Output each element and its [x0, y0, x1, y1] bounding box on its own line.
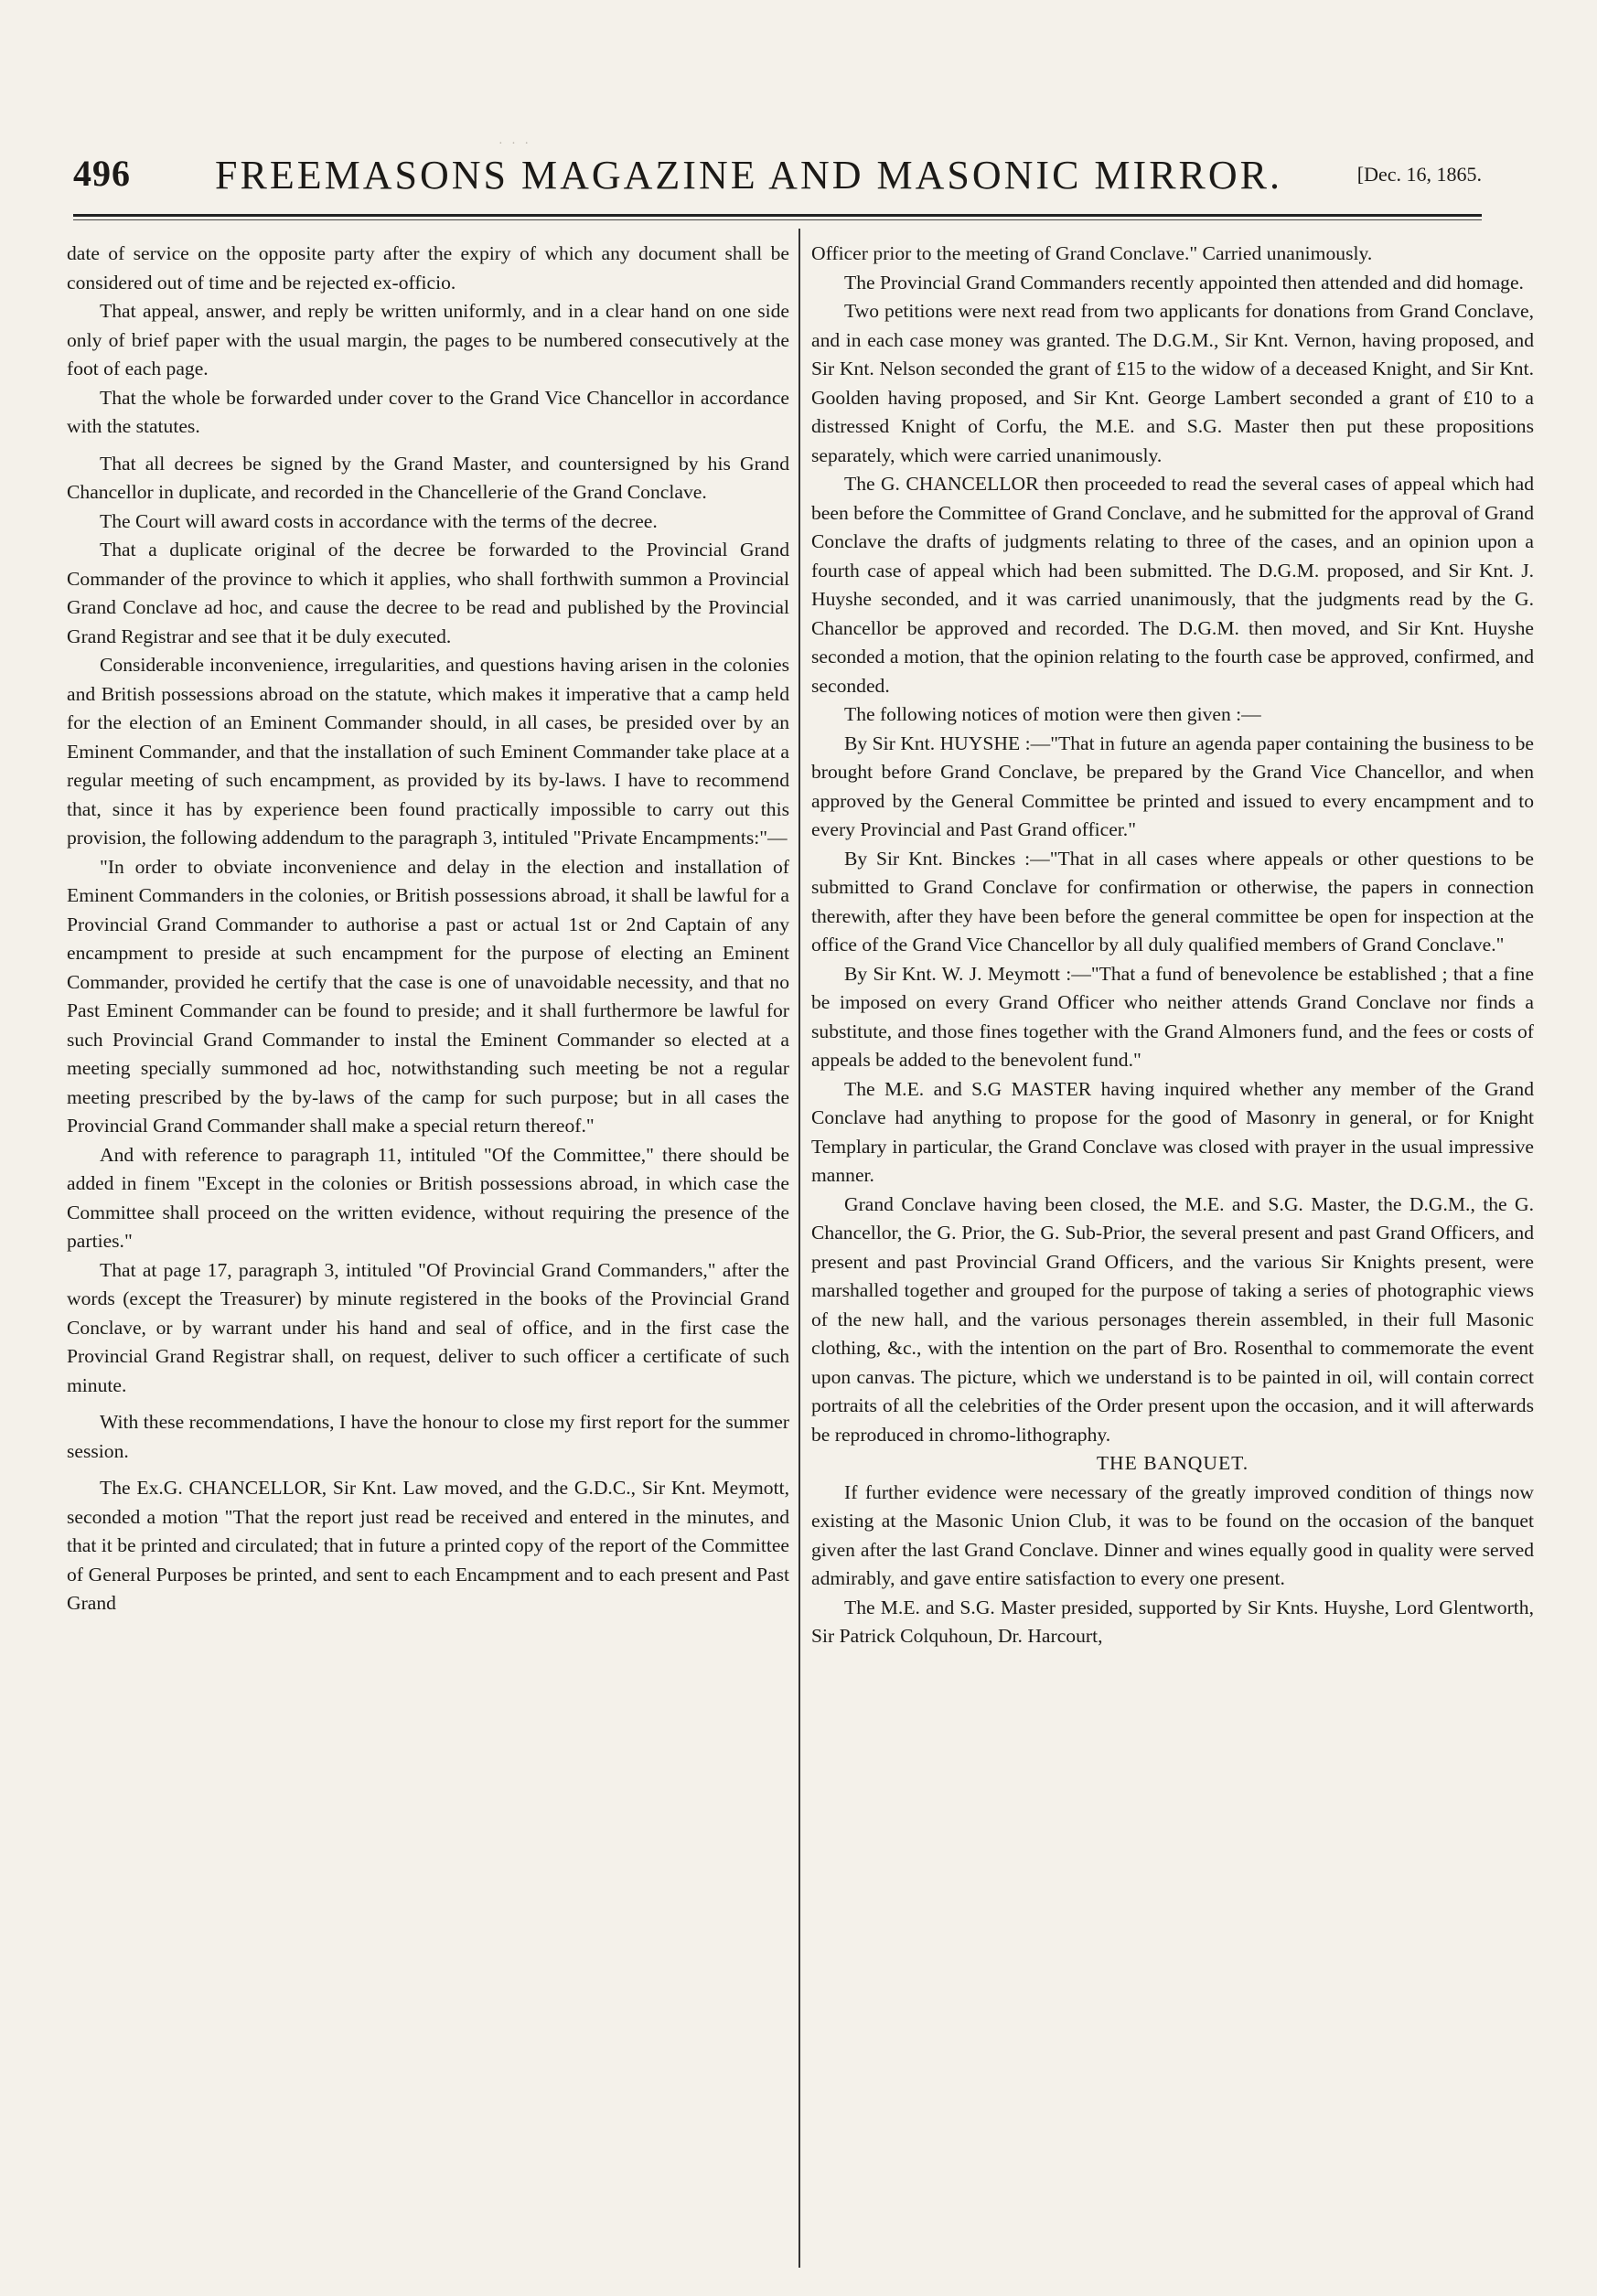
page-number: 496	[73, 153, 131, 194]
section-heading-banquet: THE BANQUET.	[1096, 1452, 1249, 1474]
paragraph: Officer prior to the meeting of Grand Conclave." Carried unanimously.	[811, 242, 1373, 264]
paragraph: The Court will award costs in accordance with the terms of the decree.	[100, 509, 658, 532]
motion-meymott: By Sir Knt. W. J. Meymott :—"That a fund of benevolence be established ; that a fine be imposed on every Grand Officer who neither attends Grand Conclave nor finds a substitute, and those fines together with the Grand Almoners fund, and the fees or costs of appeals be added to the benevolent fund."	[811, 962, 1534, 1071]
column-divider	[798, 229, 800, 2268]
paragraph: And with reference to paragraph 11, intituled "Of the Committee," there should be added in finem "Except in the colonies or British possessions abroad, in which case the Committee shall proceed on the written evidence, without requiring the presence of the parties."	[67, 1143, 789, 1252]
paragraph: The following notices of motion were then given :—	[844, 703, 1261, 725]
paragraph: Grand Conclave having been closed, the M.E. and S.G. Master, the D.G.M., the G. Chancellor, the G. Prior, the G. Sub-Prior, the several present and past Grand Officers, and present and past Provincial Grand Officers, and the various Sir Knights present, were marshalled together and grouped for the purpose of taking a series of photographic views of the new hall, and the various personages therein assembled, in their full Masonic clothing, &c., with the intention on the part of Bro. Rosenthal to commemorate the event upon canvas. The picture, which we understand is to be painted in oil, will contain correct portraits of all the celebrities of the Order present upon the occasion, and it will afterwards be reproduced in chromo-lithography.	[811, 1192, 1534, 1446]
paragraph: Considerable inconvenience, irregularities, and questions having arisen in the colonies and British possessions abroad on the statute, which makes it imperative that a camp held for the election of an Eminent Commander should, in all cases, be presided over by an Eminent Commander, and that the installation of such Eminent Commander take place at a regular meeting of such encampment, as provided by its by-laws. I have to recommend that, since it has by experience been found practically impossible to carry out this provision, the following addendum to the paragraph 3, intituled "Private Encampments:"—	[67, 654, 789, 849]
paragraph: The M.E. and S.G MASTER having inquired whether any member of the Grand Conclave had anything to propose for the good of Masonry in general, or for Knight Templary in particular, the Grand Conclave was closed with prayer in the usual impressive manner.	[811, 1077, 1534, 1186]
paragraph: The Provincial Grand Commanders recently appointed then attended and did homage.	[844, 271, 1524, 294]
quoted-addendum: "In order to obviate inconvenience and delay in the election and installation of Eminent Commanders in the colonies, or British possessions abroad, it shall be lawful for a Provincial Grand Commander to authorise a past or actual 1st or 2nd Captain of any encampment to preside at such encampment for the purpose of electing an Eminent Commander, provided he certify that the case is one of unavoidable necessity, and that no Past Eminent Commander can be found to preside; and it shall furthermore be lawful for such Provincial Grand Commander to instal the Eminent Commander so elected at a meeting specially summoned ad hoc, notwithstanding such meeting be not a regular meeting prescribed by the by-laws of the camp for such purpose; but in all cases the Provincial Grand Commander shall make a special return thereof."	[67, 855, 789, 1137]
paragraph: Two petitions were next read from two applicants for donations from Grand Conclave, and in each case money was granted. The D.G.M., Sir Knt. Vernon, having proposed, and Sir Knt. Nelson seconded the grant of £15 to the widow of a deceased Knight, and Sir Knt. Goolden having proposed, and Sir Knt. George Lambert seconded a grant of £10 to a distressed Knight of Corfu, the M.E. and S.G. Master then put these propositions separately, which were carried unanimously.	[811, 300, 1534, 466]
paragraph: date of service on the opposite party after the expiry of which any document shall be considered out of time and be rejected ex-officio.	[67, 242, 789, 294]
paragraph: That the whole be forwarded under cover to the Grand Vice Chancellor in accordance with the statutes.	[67, 386, 789, 437]
issue-date: [Dec. 16, 1865.	[1356, 163, 1482, 186]
paragraph: That all decrees be signed by the Grand Master, and countersigned by his Grand Chancellor in duplicate, and recorded in the Chancellerie of the Grand Conclave.	[67, 452, 789, 503]
ink-smudge: · · ·	[498, 137, 531, 151]
paragraph: That appeal, answer, and reply be written uniformly, and in a clear hand on one side only of brief paper with the usual margin, the pages to be numbered consecutively at the foot of each page.	[67, 300, 789, 379]
paragraph: The G. CHANCELLOR then proceeded to read the several cases of appeal which had been before the Committee of Grand Conclave, and he submitted for the approval of Grand Conclave the drafts of judgments relating to three of the cases, and an opinion upon a fourth case of appeal which had been submitted. The D.G.M. proposed, and Sir Knt. J. Huyshe seconded, and it was carried unanimously, that the judgments read by the G. Chancellor be approved and recorded. The D.G.M. then moved, and Sir Knt. Huyshe seconded a motion, that the opinion relating to the fourth case be approved, confirmed, and seconded.	[811, 473, 1534, 697]
paragraph: That a duplicate original of the decree be forwarded to the Provincial Grand Commander of the province to which it applies, who shall forthwith summon a Provincial Grand Conclave ad hoc, and cause the decree to be read and published by the Provincial Grand Registrar and see that it be duly executed.	[67, 539, 789, 647]
paragraph: The M.E. and S.G. Master presided, supported by Sir Knts. Huyshe, Lord Glentworth, Sir Patrick Colquhoun, Dr. Harcourt,	[811, 1596, 1534, 1647]
header-rule-thin	[73, 219, 1482, 220]
paragraph: If further evidence were necessary of the greatly improved condition of things now existing at the Masonic Union Club, it was to be found on the occasion of the banquet given after the last Grand Conclave. Dinner and wines equally good in quality were served admirably, and gave entire satisfaction to every one present.	[811, 1480, 1534, 1589]
left-column	[67, 240, 789, 1618]
motion-binckes: By Sir Knt. Binckes :—"That in all cases where appeals or other questions to be submitted to Grand Conclave for confirmation or otherwise, the papers in connection therewith, after they have been before the general committee be open for inspection at the office of the Grand Vice Chancellor by all duly qualified members of Grand Conclave."	[811, 847, 1534, 956]
motion-huyshe: By Sir Knt. HUYSHE :—"That in future an agenda paper containing the business to be brought before Grand Conclave, be prepared by the Grand Vice Chancellor, and when approved by the General Committee be printed and issued to every encampment and to every Provincial and Past Grand officer."	[811, 732, 1534, 840]
masthead-title: FREEMASONS MAGAZINE AND MASONIC MIRROR.	[215, 153, 1283, 198]
header-rule	[73, 214, 1482, 217]
paragraph: With these recommendations, I have the honour to close my first report for the summer session.	[67, 1411, 789, 1462]
paragraph: The Ex.G. CHANCELLOR, Sir Knt. Law moved, and the G.D.C., Sir Knt. Meymott, seconded a motion "That the report just read be received and entered in the minutes, and that it be printed and circulated; that in future a printed copy of the report of the Committee of General Purposes be printed, and sent to each Encampment and to each present and Past Grand	[67, 1477, 789, 1614]
right-column	[811, 240, 1534, 1651]
page-header	[73, 146, 1482, 201]
paragraph: That at page 17, paragraph 3, intituled "Of Provincial Grand Commanders," after the words (except the Treasurer) by minute registered in the books of the Provincial Grand Conclave, or by warrant under his hand and seal of office, and in the first case the Provincial Grand Registrar shall, on request, deliver to such officer a certificate of such minute.	[67, 1258, 789, 1396]
